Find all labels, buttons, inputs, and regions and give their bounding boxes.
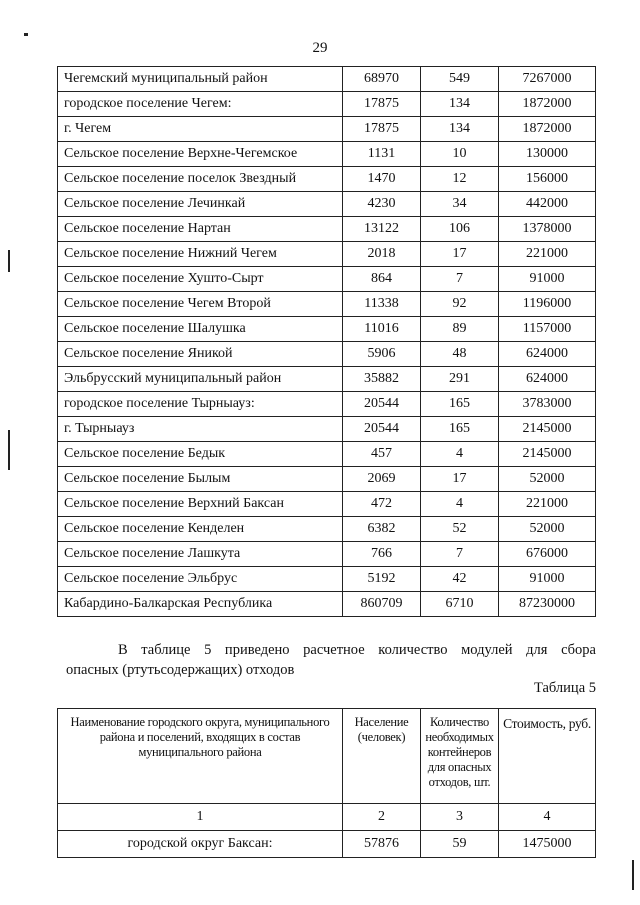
index-cell: 2 [343,804,421,831]
table-row [58,242,596,267]
cell-name: городское поселение Тырныауз: [58,392,343,417]
cell-name: Сельское поселение Эльбрус [58,567,343,592]
cell-name: Эльбрусский муниципальный район [58,367,343,392]
cell-cost: 1157000 [499,317,596,342]
cell-modules: 89 [421,317,499,342]
table-row [58,92,596,117]
scan-artifact-line [8,430,10,470]
cell-modules: 7 [421,542,499,567]
page-number: 29 [312,40,328,56]
table-row [58,492,596,517]
cell-modules: 134 [421,117,499,142]
table-row [58,217,596,242]
cell-population: 2018 [343,242,421,267]
cell-name: Сельское поселение Лечинкай [58,192,343,217]
table-row [58,167,596,192]
cell-name: Сельское поселение Хушто-Сырт [58,267,343,292]
cell-cost: 1378000 [499,217,596,242]
header-population: Население (человек) [343,709,421,804]
cell-name: Кабардино-Балкарская Республика [58,592,343,617]
cell-modules: 549 [421,67,499,92]
cell-population: 11016 [343,317,421,342]
cell-cost: 1872000 [499,92,596,117]
cell-cost: 130000 [499,142,596,167]
cell-name: городское поселение Чегем: [58,92,343,117]
cell-cost: 624000 [499,367,596,392]
cell-modules: 165 [421,392,499,417]
cell-cost: 91000 [499,567,596,592]
cell-name: Сельское поселение Лашкута [58,542,343,567]
cell-modules: 42 [421,567,499,592]
cell-cost: 7267000 [499,67,596,92]
cell-cost: 676000 [499,542,596,567]
header-name: Наименование городского округа, муниципального района и поселений, входящих в состав муниципального района [58,709,343,804]
cell-cost: 156000 [499,167,596,192]
cell-population: 57876 [343,831,421,858]
table5-caption: Таблица 5 [533,680,596,696]
cell-modules: 4 [421,492,499,517]
cell-cost: 624000 [499,342,596,367]
scan-artifact-line [8,250,10,272]
cell-name: Сельское поселение Нижний Чегем [58,242,343,267]
cell-cost: 52000 [499,517,596,542]
cell-cost: 221000 [499,242,596,267]
cell-name: Сельское поселение Верхне-Чегемское [58,142,343,167]
municipal-modules-table-body [58,67,596,617]
cell-name: Сельское поселение Яникой [58,342,343,367]
cell-modules: 10 [421,142,499,167]
cell-modules: 48 [421,342,499,367]
table-row [58,417,596,442]
table5-header-row [58,709,596,804]
table-row [58,342,596,367]
cell-population: 5192 [343,567,421,592]
cell-name: г. Чегем [58,117,343,142]
cell-name: Сельское поселение Былым [58,467,343,492]
cell-population: 2069 [343,467,421,492]
table-row [58,831,596,858]
cell-population: 860709 [343,592,421,617]
cell-name: Сельское поселение Бедык [58,442,343,467]
header-modules: Количество необходимых контейнеров для опасных отходов, шт. [421,709,499,804]
cell-name: Сельское поселение Нартан [58,217,343,242]
cell-population: 20544 [343,417,421,442]
cell-name: Сельское поселение Кенделен [58,517,343,542]
table-row [58,517,596,542]
cell-population: 457 [343,442,421,467]
index-cell: 3 [421,804,499,831]
cell-modules: 59 [421,831,499,858]
cell-modules: 6710 [421,592,499,617]
table-row [58,117,596,142]
cell-name: Сельское поселение Шалушка [58,317,343,342]
cell-modules: 12 [421,167,499,192]
index-cell: 4 [499,804,596,831]
cell-population: 1131 [343,142,421,167]
cell-modules: 165 [421,417,499,442]
municipal-modules-table [57,66,596,617]
paragraph-line-1: В таблице 5 приведено расчетное количество модулей для сбора [118,642,596,658]
cell-modules: 17 [421,242,499,267]
table-row [58,267,596,292]
table-row [58,542,596,567]
cell-cost: 3783000 [499,392,596,417]
table-row [58,67,596,92]
cell-modules: 4 [421,442,499,467]
cell-modules: 92 [421,292,499,317]
header-cost: Стоимость, руб. [499,709,596,804]
cell-modules: 34 [421,192,499,217]
cell-modules: 134 [421,92,499,117]
table-row [58,592,596,617]
table-row [58,392,596,417]
cell-population: 4230 [343,192,421,217]
cell-modules: 52 [421,517,499,542]
table-row [58,467,596,492]
cell-population: 35882 [343,367,421,392]
table-row [58,442,596,467]
cell-name: городской округ Баксан: [58,831,343,858]
table-row [58,367,596,392]
cell-name: г. Тырныауз [58,417,343,442]
cell-cost: 442000 [499,192,596,217]
table-row [58,142,596,167]
index-cell: 1 [58,804,343,831]
cell-name: Чегемский муниципальный район [58,67,343,92]
cell-population: 1470 [343,167,421,192]
cell-population: 11338 [343,292,421,317]
cell-cost: 52000 [499,467,596,492]
cell-population: 13122 [343,217,421,242]
cell-name: Сельское поселение поселок Звездный [58,167,343,192]
cell-population: 864 [343,267,421,292]
cell-population: 17875 [343,92,421,117]
cell-cost: 221000 [499,492,596,517]
cell-population: 766 [343,542,421,567]
cell-cost: 1196000 [499,292,596,317]
hazardous-waste-table [57,708,596,858]
table-row [58,317,596,342]
paragraph-table5-intro [66,640,596,680]
cell-cost: 1475000 [499,831,596,858]
cell-population: 68970 [343,67,421,92]
cell-population: 472 [343,492,421,517]
cell-modules: 291 [421,367,499,392]
cell-name: Сельское поселение Верхний Баксан [58,492,343,517]
cell-cost: 2145000 [499,417,596,442]
cell-population: 17875 [343,117,421,142]
cell-population: 20544 [343,392,421,417]
table-row [58,192,596,217]
table-row [58,567,596,592]
cell-modules: 106 [421,217,499,242]
table-row [58,292,596,317]
cell-name: Сельское поселение Чегем Второй [58,292,343,317]
cell-cost: 1872000 [499,117,596,142]
cell-population: 5906 [343,342,421,367]
cell-population: 6382 [343,517,421,542]
paragraph-line-2: опасных (ртутьсодержащих) отходов [66,662,295,678]
cell-cost: 87230000 [499,592,596,617]
scan-artifact-line [632,860,634,890]
cell-modules: 17 [421,467,499,492]
scan-artifact-dot [24,33,28,36]
table5-index-row [58,804,596,831]
cell-cost: 91000 [499,267,596,292]
cell-cost: 2145000 [499,442,596,467]
cell-modules: 7 [421,267,499,292]
